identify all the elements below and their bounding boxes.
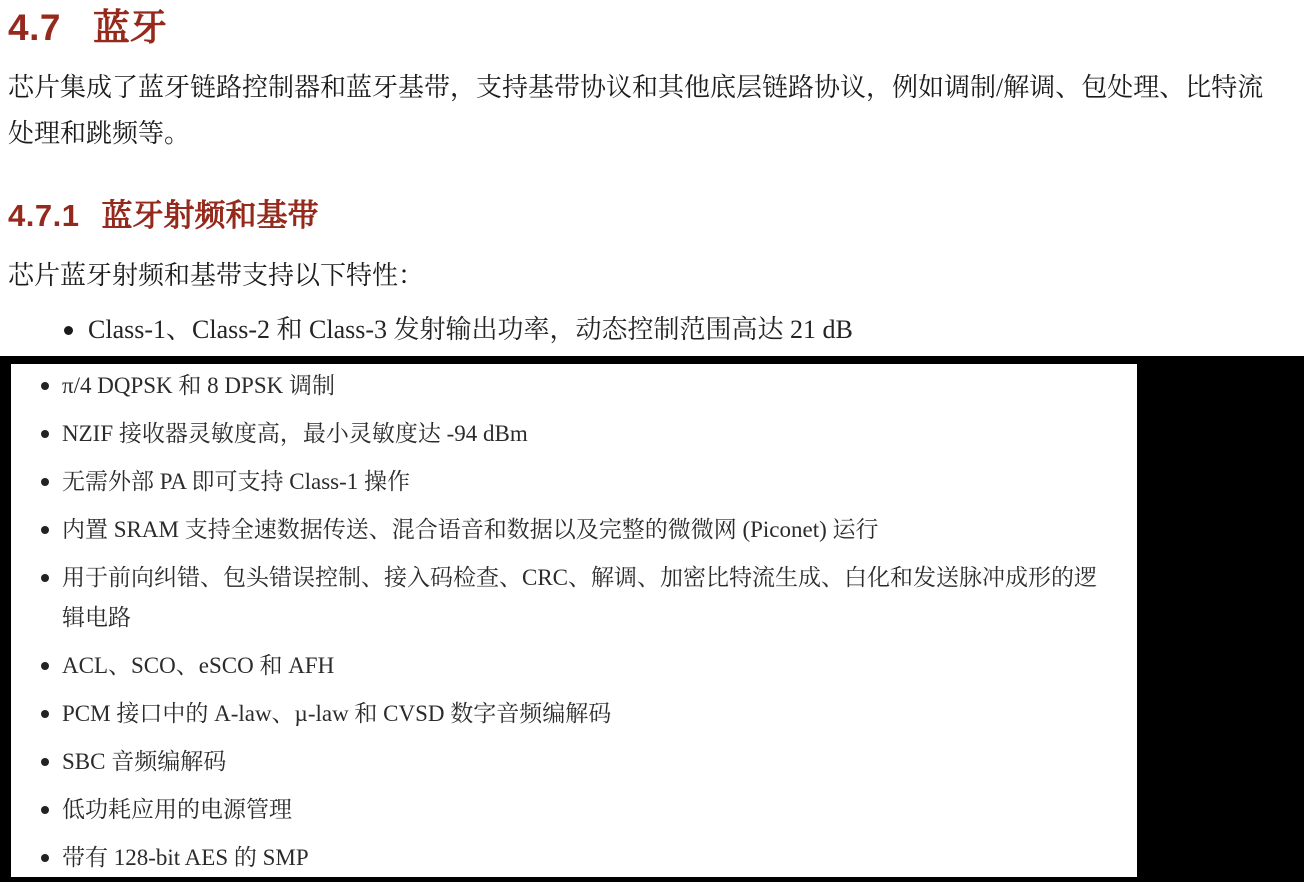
feature-list-top — [0, 310, 1304, 350]
feature-item: 低功耗应用的电源管理 — [40, 790, 1115, 830]
feature-item: Class-1、Class-2 和 Class-3 发射输出功率，动态控制范围高达 21 dB — [62, 310, 1304, 350]
section-heading — [8, 6, 1304, 51]
section-number: 4.7 — [8, 7, 61, 48]
feature-item: SBC 音频编解码 — [40, 742, 1115, 782]
feature-item: 用于前向纠错、包头错误控制、接入码检查、CRC、解调、加密比特流生成、白化和发送脉冲成形的逻辑电路 — [40, 558, 1115, 638]
page-continuation — [11, 364, 1137, 877]
page-top-section — [0, 0, 1304, 356]
feature-item: PCM 接口中的 A-law、µ-law 和 CVSD 数字音频编解码 — [40, 694, 1115, 734]
feature-item: NZIF 接收器灵敏度高，最小灵敏度达 -94 dBm — [40, 414, 1115, 454]
subsection-number: 4.7.1 — [8, 198, 80, 233]
features-intro-text: 芯片蓝牙射频和基带支持以下特性： — [8, 261, 425, 290]
feature-list — [11, 366, 1137, 877]
subsection-title: 蓝牙射频和基带 — [101, 198, 319, 233]
feature-item: ACL、SCO、eSCO 和 AFH — [40, 646, 1115, 686]
pdf-viewer-background — [0, 356, 1304, 882]
section-title: 蓝牙 — [92, 8, 167, 49]
feature-item: 带有 128-bit AES 的 SMP — [40, 838, 1115, 877]
intro-paragraph: 芯片集成了蓝牙链路控制器和蓝牙基带，支持基带协议和其他底层链路协议，例如调制/解调、包处理、比特流处理和跳频等。 — [8, 73, 1264, 148]
subsection-heading — [8, 197, 1304, 235]
feature-item: 无需外部 PA 即可支持 Class-1 操作 — [40, 462, 1115, 502]
feature-item: π/4 DQPSK 和 8 DPSK 调制 — [40, 366, 1115, 406]
feature-item: 内置 SRAM 支持全速数据传送、混合语音和数据以及完整的微微网 (Piconet) 运行 — [40, 510, 1115, 550]
